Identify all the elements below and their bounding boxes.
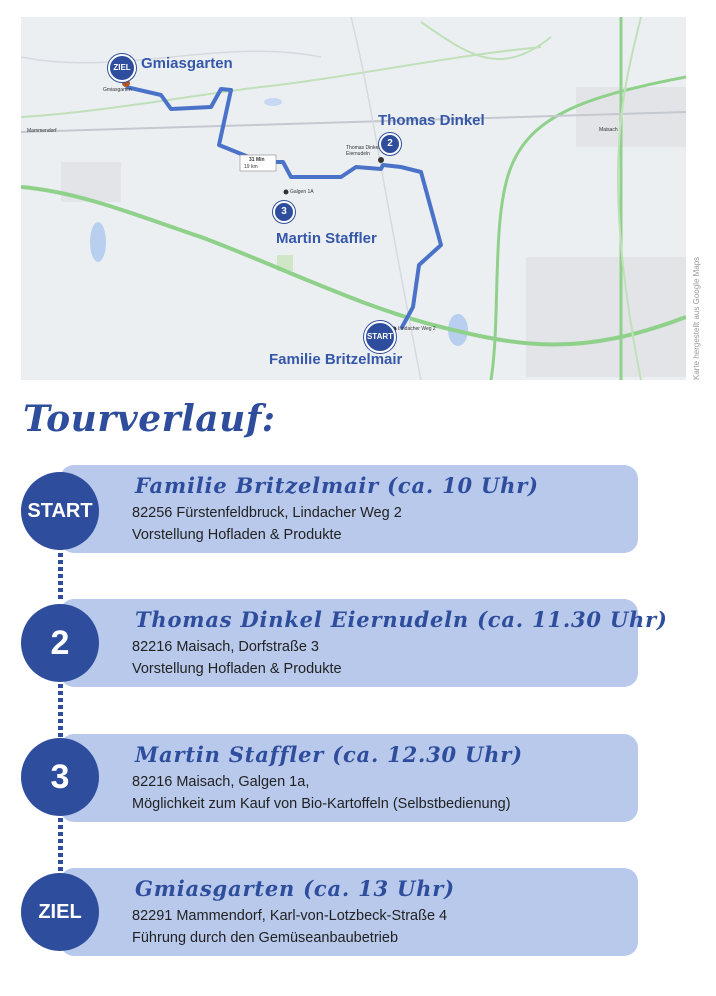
map-ziel-badge: ZIEL <box>108 54 136 82</box>
stop-badge-start: START <box>21 472 99 550</box>
place-maisach: Maisach <box>599 127 618 133</box>
stop-description: Möglichkeit zum Kauf von Bio-Kartoffeln (Selbstbedienung) <box>132 796 511 812</box>
map-label-thomas: Thomas Dinkel <box>378 112 485 129</box>
stop-address: 82216 Maisach, Galgen 1a, <box>132 774 310 790</box>
route-distance: 19 km <box>244 164 258 170</box>
stop-card-ziel <box>60 868 638 956</box>
place-galgen: Galgen 1A <box>290 189 314 195</box>
stop-card-start <box>60 465 638 553</box>
stop-badge-ziel: ZIEL <box>21 873 99 951</box>
route-map <box>21 17 686 380</box>
stop-address: 82291 Mammendorf, Karl-von-Lotzbeck-Straße 4 <box>132 908 448 924</box>
stop-name: Martin Staffler (ca. 12.30 Uhr) <box>135 742 523 767</box>
stop-card-2 <box>60 599 668 687</box>
map-label-familie: Familie Britzelmair <box>269 351 403 368</box>
place-dinkel: Thomas Dinkel Eiernudeln <box>346 145 380 157</box>
map-label-gmiasgarten: Gmiasgarten <box>141 55 233 72</box>
map-start-badge: START <box>364 321 396 353</box>
stop-description: Vorstellung Hofladen & Produkte <box>132 527 342 543</box>
stop-badge-3: 3 <box>21 738 99 816</box>
place-lindacher: Lindacher Weg 2 <box>398 326 436 332</box>
stop-description: Führung durch den Gemüseanbaubetrieb <box>132 930 399 946</box>
stop-name: Gmiasgarten (ca. 13 Uhr) <box>135 876 455 901</box>
timeline-connector <box>58 546 63 602</box>
route-time: 31 Min <box>249 157 265 163</box>
stop-badge-2: 2 <box>21 604 99 682</box>
map-badge-3: 3 <box>273 201 295 223</box>
timeline-connector <box>58 818 63 874</box>
map-badge-2: 2 <box>379 133 401 155</box>
page-title: Tourverlauf: <box>23 398 276 440</box>
place-mammendorf: Mammendorf <box>27 128 57 134</box>
stop-description: Vorstellung Hofladen & Produkte <box>132 661 342 677</box>
map-label-martin: Martin Staffler <box>276 230 377 247</box>
map-credit: Karte hergestellt aus Google Maps <box>692 256 701 380</box>
place-gmiasgarten: Gmiasgarten <box>103 87 132 93</box>
stop-card-3 <box>60 734 638 822</box>
timeline-connector <box>58 684 63 740</box>
stop-address: 82216 Maisach, Dorfstraße 3 <box>132 639 319 655</box>
stop-name: Familie Britzelmair (ca. 10 Uhr) <box>135 473 539 498</box>
stop-name: Thomas Dinkel Eiernudeln (ca. 11.30 Uhr) <box>135 607 668 632</box>
stop-address: 82256 Fürstenfeldbruck, Lindacher Weg 2 <box>132 505 402 521</box>
